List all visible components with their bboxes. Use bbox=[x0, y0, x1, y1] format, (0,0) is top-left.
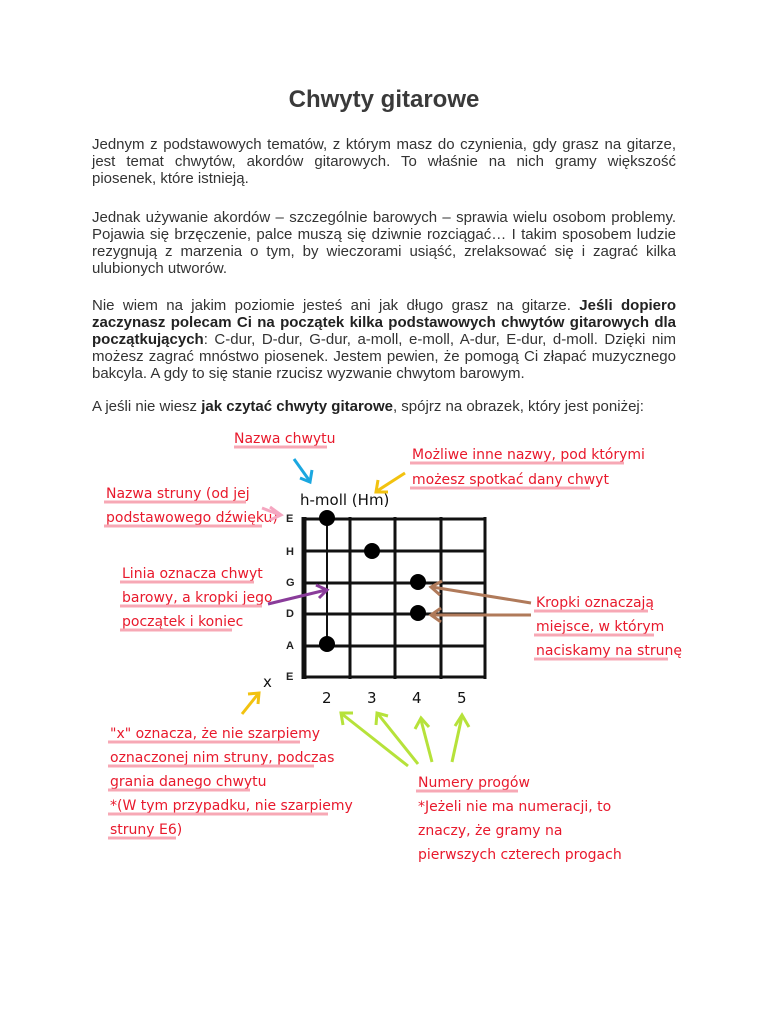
fret-number: 5 bbox=[457, 689, 467, 707]
string-label: D bbox=[286, 608, 294, 620]
annotation-dots: miejsce, w którym bbox=[536, 619, 665, 635]
string-label: H bbox=[286, 546, 294, 558]
annotation-barre: barowy, a kropki jego bbox=[122, 590, 273, 606]
paragraph-beginners: Nie wiem na jakim poziomie jesteś ani jak długo grasz na gitarze. Jeśli dopiero zaczynasz polecam Ci na początek kilka podstawowych chwytów gitarowych dla początkujących: C-dur, D-dur, G-dur, a-moll, e-moll, A-dur, E-dur, d-moll. Dzięki nim możesz zagrać mnóstwo piosenek. Jestem pewien, że pomogą Ci złapać muzycznego bakcyla. A gdy to się stanie rzucisz wyzwanie chwytom barowym. bbox=[92, 297, 676, 382]
string-label: A bbox=[286, 640, 294, 652]
arrow-yellow bbox=[242, 694, 258, 714]
finger-dot bbox=[364, 543, 380, 559]
bold-beginner-chords: Jeśli dopiero zaczynasz polecam Ci na początek kilka podstawowych chwytów gitarowych dla początkujących bbox=[92, 297, 676, 348]
annotation-muted: grania danego chwytu bbox=[110, 774, 267, 790]
annotation-muted: struny E6) bbox=[110, 822, 183, 838]
annotation-frets: pierwszych czterech progach bbox=[418, 847, 622, 863]
arrow-yellow bbox=[377, 473, 405, 491]
fret-number: 4 bbox=[412, 689, 422, 707]
finger-dot bbox=[319, 510, 335, 526]
string-label: E bbox=[286, 671, 294, 683]
finger-dot bbox=[410, 574, 426, 590]
annotation-frets: znaczy, że gramy na bbox=[418, 823, 563, 839]
string-label: E bbox=[286, 513, 294, 525]
paragraph-problems: Jednak używanie akordów – szczególnie barowych – sprawia wielu osobom problemy. Pojawia się brzęczenie, palce muszą się dziwnie rozciągać… I takim sposobem ludzie rezygnują z marzenia o tym, by wieczorami usiąść, zrelaksować się i zagrać kilka ulubionych utworów. bbox=[92, 209, 676, 277]
fret-number: 3 bbox=[367, 689, 377, 707]
annotation-barre: Linia oznacza chwyt bbox=[122, 566, 263, 582]
arrow-cyan bbox=[294, 459, 309, 480]
finger-dot bbox=[319, 636, 335, 652]
fretboard-grid bbox=[303, 517, 486, 679]
paragraph-how-to-read: A jeśli nie wiesz jak czytać chwyty gitarowe, spójrz na obrazek, który jest poniżej: bbox=[92, 398, 644, 415]
annotation-frets: Numery progów bbox=[418, 775, 530, 791]
arrow-purple bbox=[268, 590, 326, 604]
annotation-alt-names: Możliwe inne nazwy, pod którymi bbox=[412, 447, 645, 463]
arrows-green bbox=[341, 713, 469, 766]
page-title: Chwyty gitarowe bbox=[288, 86, 480, 113]
fret-number: 2 bbox=[322, 689, 332, 707]
annotation-alt-names: możesz spotkać dany chwyt bbox=[412, 472, 609, 488]
arrow-brown bbox=[432, 587, 531, 603]
muted-string-marker: x bbox=[263, 673, 272, 691]
annotation-muted: oznaczonej nim struny, podczas bbox=[110, 750, 335, 766]
annotation-frets: *Jeżeli nie ma numeracji, to bbox=[418, 799, 612, 815]
bold-how-to-read: jak czytać chwyty gitarowe bbox=[201, 398, 393, 415]
annotation-muted: *(W tym przypadku, nie szarpiemy bbox=[110, 798, 353, 814]
annotation-muted: "x" oznacza, że nie szarpiemy bbox=[110, 726, 321, 742]
paragraph-intro: Jednym z podstawowych tematów, z którym masz do czynienia, gdy grasz na gitarze, jest temat chwytów, akordów gitarowych. To właśnie na nich gramy większość piosenek, które istnieją. bbox=[92, 136, 676, 187]
chord-name: h-moll (Hm) bbox=[300, 491, 390, 509]
finger-dot bbox=[410, 605, 426, 621]
annotation-barre: początek i koniec bbox=[122, 614, 244, 630]
annotation-string-name: podstawowego dźwięku) bbox=[106, 510, 278, 526]
annotation-dots: naciskamy na strunę bbox=[536, 643, 682, 659]
annotation-chord-name: Nazwa chwytu bbox=[234, 431, 336, 447]
string-label: G bbox=[286, 577, 295, 589]
annotation-dots: Kropki oznaczają bbox=[536, 595, 654, 611]
annotation-string-name: Nazwa struny (od jej bbox=[106, 486, 250, 502]
